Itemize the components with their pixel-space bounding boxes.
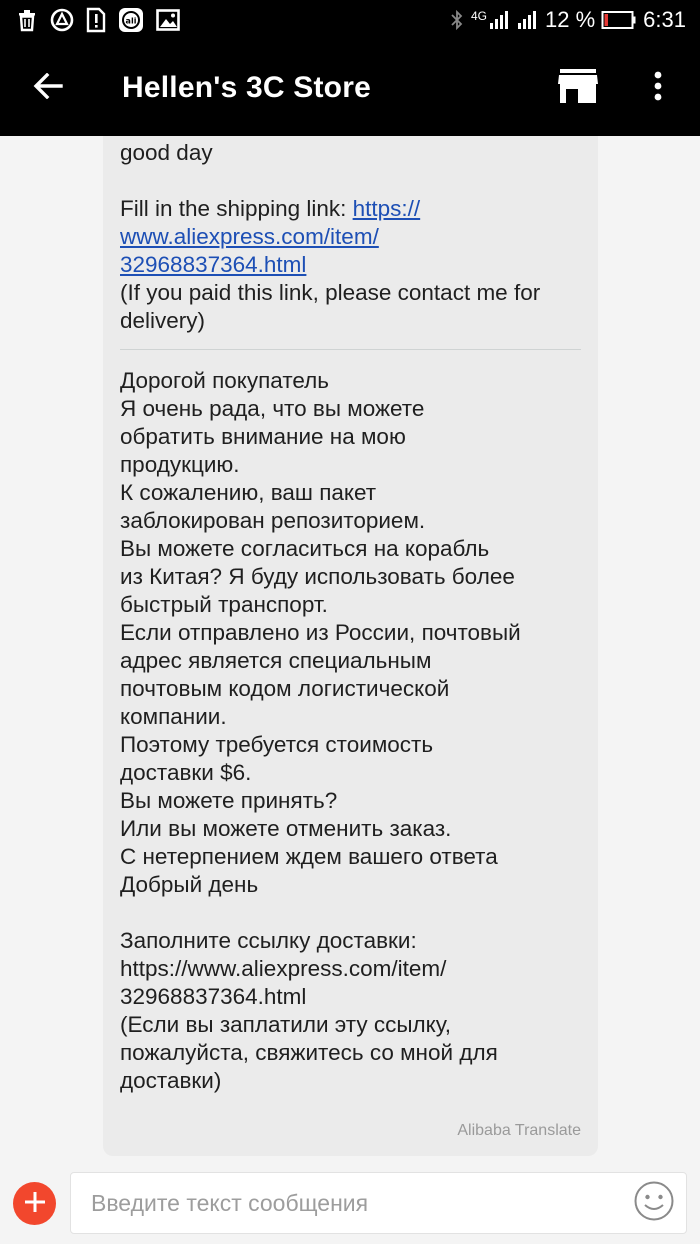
- translation-divider: [120, 349, 581, 350]
- battery-icon: [601, 10, 637, 30]
- bluetooth-icon: [449, 8, 465, 32]
- network-type: 4G: [471, 9, 488, 23]
- store-button[interactable]: [542, 40, 614, 136]
- original-text-line-3: Fill in the shipping link:: [120, 196, 353, 221]
- message-input[interactable]: [71, 1173, 611, 1233]
- message-list[interactable]: [0, 136, 700, 1158]
- plus-icon: [24, 1191, 46, 1217]
- emoji-icon: [633, 1180, 675, 1226]
- attach-button[interactable]: [13, 1182, 56, 1225]
- page-title: Hellen's 3C Store: [122, 71, 371, 104]
- translated-message: Дорогой покупатель Я очень рада, что вы можете обратить внимание на мою продукцию. К сожалению, ваш пакет заблокирован репозиторием. Вы можете согласиться на корабль из Китая? Я буду использовать более быстрый транспорт. Если отправлено из России, почтовый адрес является специальным почтовым кодом логистической компании. Поэтому требуется стоимость доставки $6. Вы можете принять? Или вы можете отменить заказ. С нетерпением ждем вашего ответа Добрый день Заполните ссылку доставки: https://www.aliexpress.com/item/ 32968837364.html (Если вы заплатили эту ссылку, пожалуйста, свяжитесь со мной для доставки): [120, 368, 521, 1093]
- message-input-box[interactable]: [70, 1172, 687, 1234]
- svg-text:ali: ali: [125, 16, 137, 26]
- signal-icon: [489, 10, 511, 30]
- more-options-button[interactable]: [634, 40, 682, 136]
- system-status: [449, 7, 686, 33]
- alert-icon: [50, 8, 74, 32]
- image-icon: [156, 9, 180, 31]
- back-button[interactable]: [0, 40, 96, 136]
- original-message: [120, 136, 581, 335]
- sim-alert-icon: [86, 7, 106, 33]
- more-vert-icon: [654, 71, 662, 105]
- message-bubble[interactable]: [103, 136, 598, 1156]
- battery-percent: 12 %: [545, 7, 596, 32]
- app-notification-icon: [118, 7, 144, 33]
- shipping-link[interactable]: https:// www.aliexpress.com/item/ 32968837364.html: [120, 196, 421, 277]
- input-bar: [0, 1158, 700, 1244]
- signal-icon-2: [517, 10, 539, 30]
- original-text-after-link: (If you paid this link, please contact me for delivery): [120, 280, 541, 333]
- emoji-button[interactable]: [632, 1181, 676, 1225]
- translate-credit: Alibaba Translate: [457, 1122, 581, 1139]
- store-icon: [557, 68, 599, 108]
- notification-icons: [16, 7, 180, 33]
- app-bar: [0, 40, 700, 136]
- back-arrow-icon: [33, 73, 63, 103]
- clock: 6:31: [643, 7, 686, 32]
- trash-icon: [16, 8, 38, 32]
- original-text-line-1: good day: [120, 140, 213, 165]
- status-bar: [0, 0, 700, 40]
